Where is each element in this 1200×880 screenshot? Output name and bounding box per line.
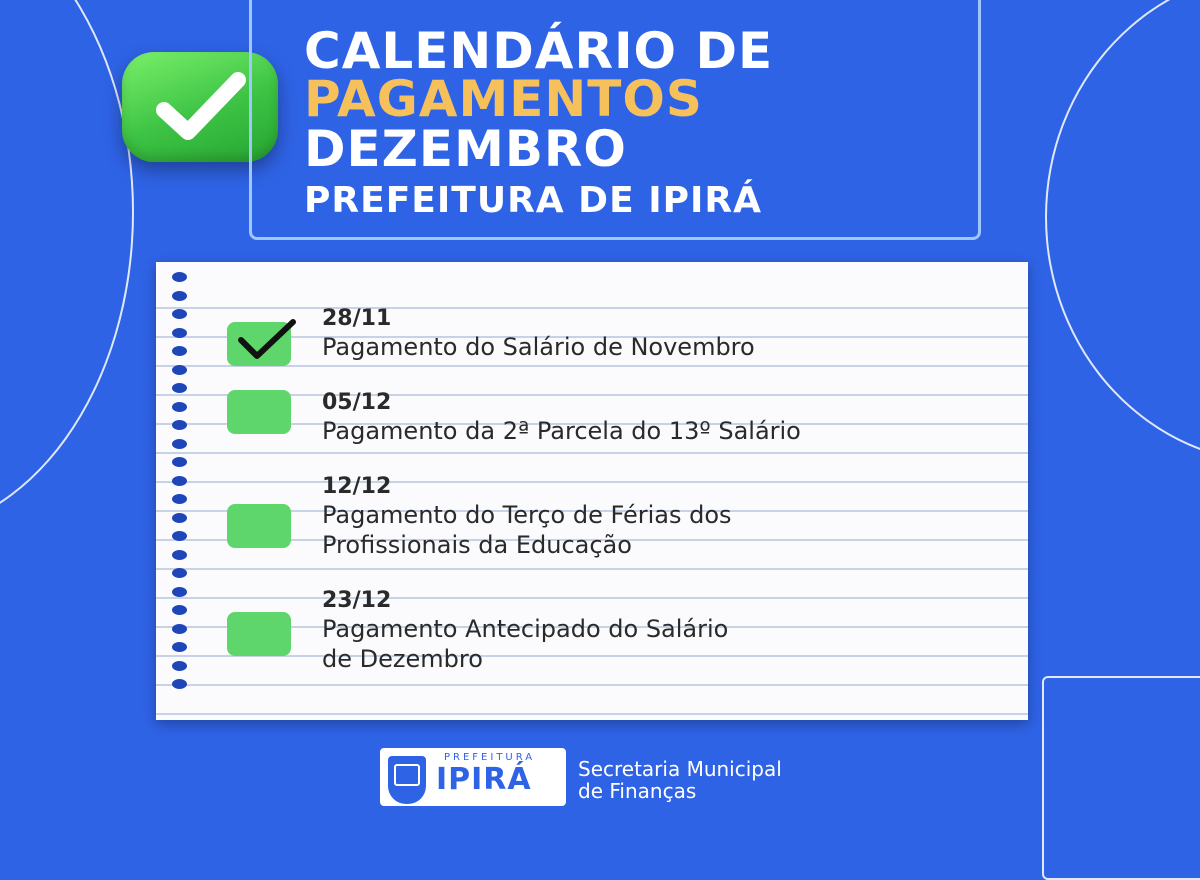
entry-description-line-1: Pagamento Antecipado do Salário bbox=[322, 615, 729, 643]
schedule-entry bbox=[322, 588, 728, 674]
title-subtitle: PREFEITURA DE IPIRÁ bbox=[304, 180, 762, 221]
secretaria-line-1: Secretaria Municipal bbox=[578, 757, 782, 781]
entry-description-line-2: Profissionais da Educação bbox=[322, 531, 632, 559]
crest-icon bbox=[388, 756, 426, 804]
schedule-entry bbox=[322, 390, 801, 446]
entry-description: Pagamento do Salário de Novembro bbox=[322, 333, 755, 361]
checkbox-checked bbox=[227, 322, 291, 366]
background-arc-right bbox=[1045, 0, 1200, 464]
background-arc-left bbox=[0, 0, 134, 534]
entry-date: 05/12 bbox=[322, 390, 392, 415]
prefeitura-logo bbox=[380, 748, 566, 806]
title-line-1: CALENDÁRIO DE bbox=[304, 22, 774, 80]
logo-wordmark: IPIRÁ bbox=[436, 762, 532, 797]
background-corner-frame bbox=[1042, 676, 1200, 880]
entry-description: Pagamento da 2ª Parcela do 13º Salário bbox=[322, 417, 801, 445]
checkbox-unchecked bbox=[227, 504, 291, 548]
entry-date: 12/12 bbox=[322, 474, 392, 499]
spiral-holes bbox=[172, 272, 188, 698]
schedule-entry bbox=[322, 474, 732, 560]
checkbox-unchecked bbox=[227, 612, 291, 656]
entry-description-line-2: de Dezembro bbox=[322, 645, 483, 673]
entry-date: 23/12 bbox=[322, 588, 392, 613]
logo-caption: PREFEITURA bbox=[444, 752, 536, 763]
schedule-entry bbox=[322, 306, 755, 362]
checkbox-unchecked bbox=[227, 390, 291, 434]
title-line-2: PAGAMENTOS bbox=[304, 70, 703, 128]
entry-description-line-1: Pagamento do Terço de Férias dos bbox=[322, 501, 732, 529]
secretaria-line-2: de Finanças bbox=[578, 779, 697, 803]
secretaria-label bbox=[578, 758, 782, 802]
entry-date: 28/11 bbox=[322, 306, 392, 331]
title-line-3: DEZEMBRO bbox=[304, 120, 627, 178]
